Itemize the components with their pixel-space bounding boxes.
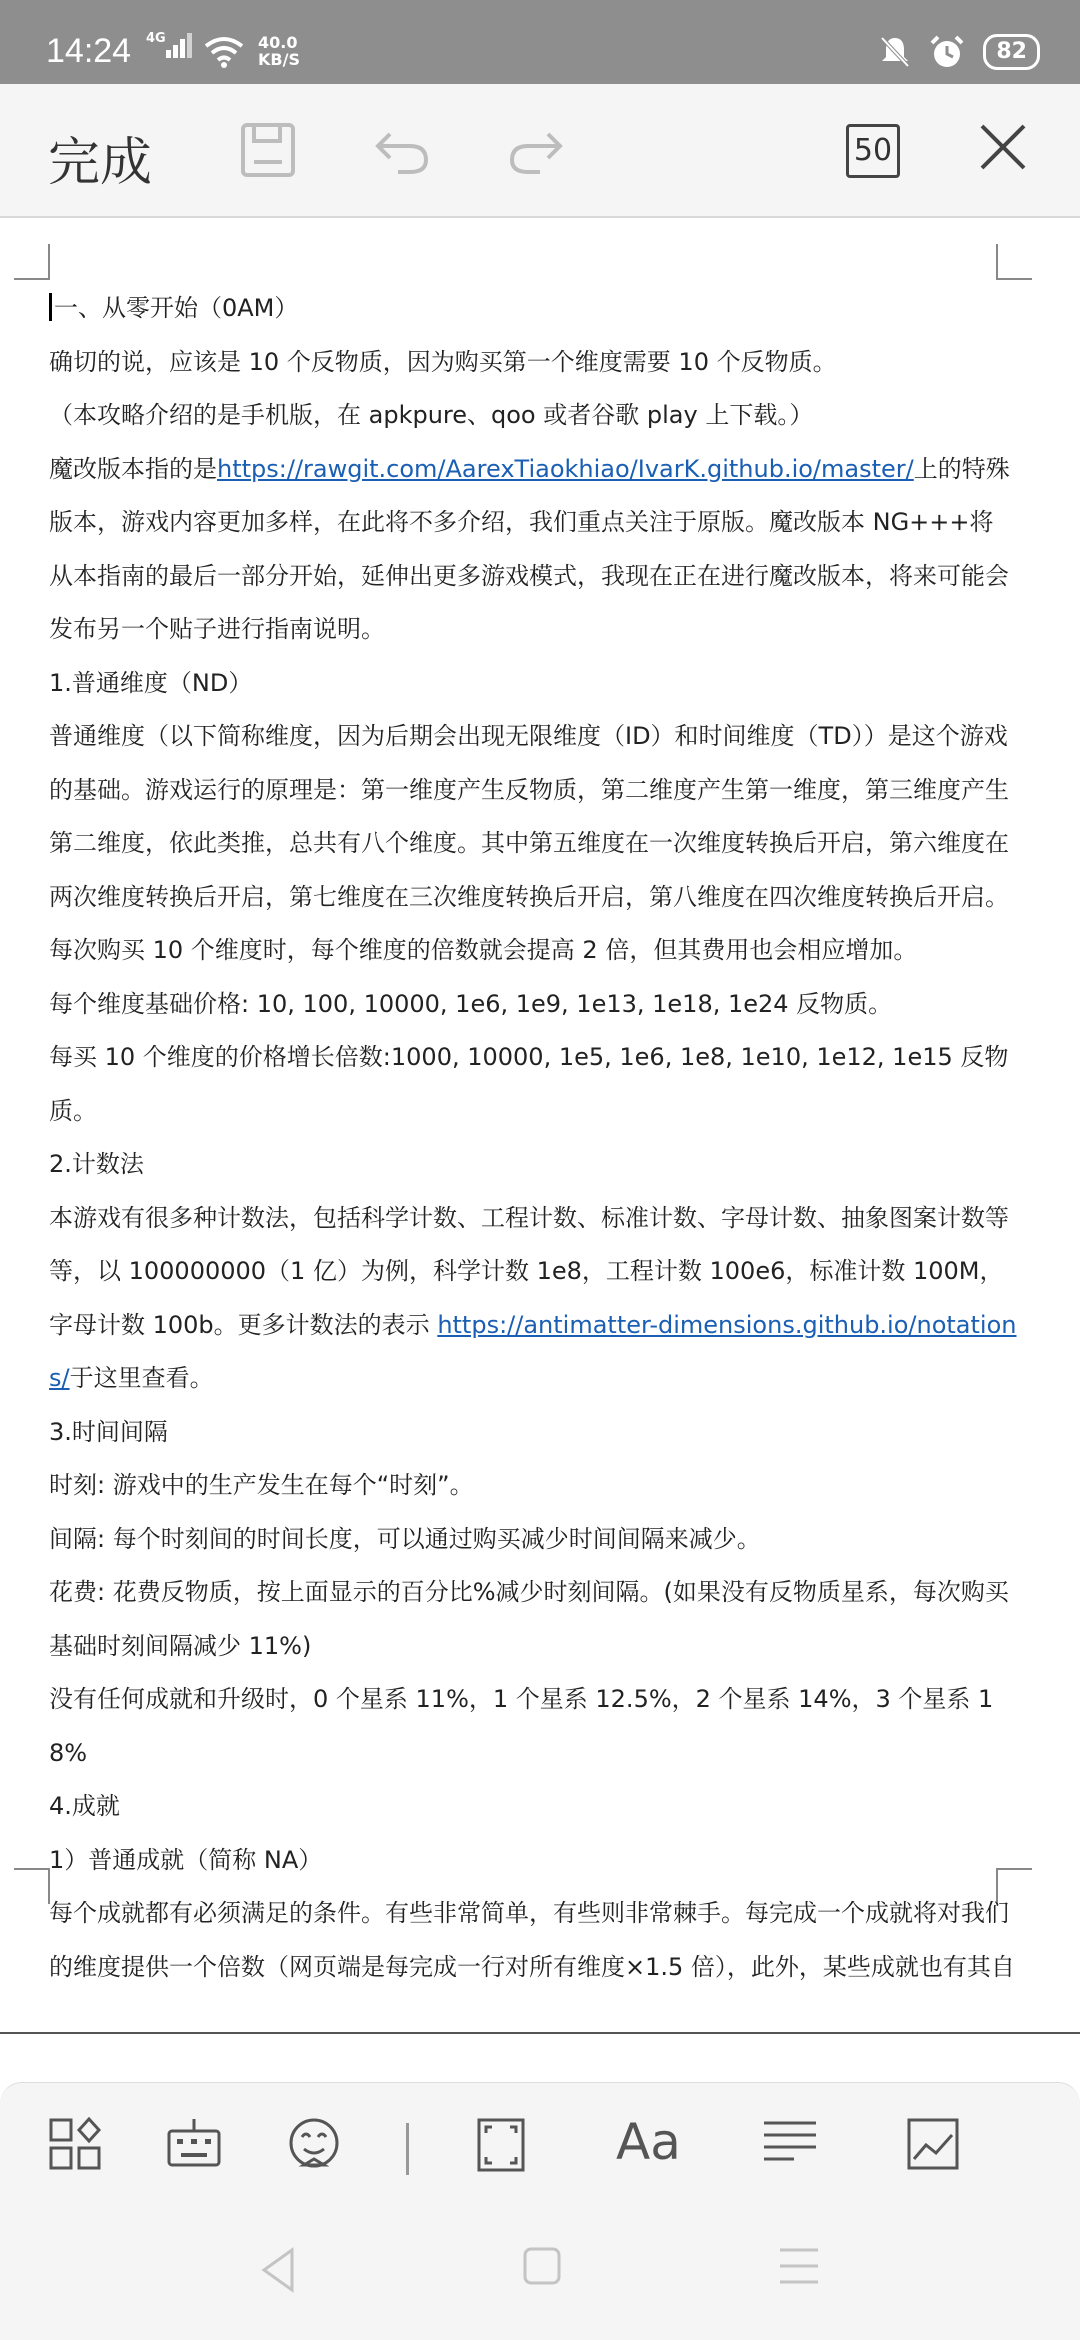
p4-text-after: 上的特殊版本，游戏内容更加多样，在此将不多介绍，我们重点关注于原版。魔改版本 NG+++将从本指南的最后一部分开始，延伸出更多游戏模式，我现在正在进行魔改版本，将来可能会发布另一个贴子进行指南说明。: [49, 454, 1010, 643]
back-icon[interactable]: [258, 2246, 298, 2294]
p11-text-after: 于这里查看。: [69, 1364, 214, 1392]
net-speed-unit: KB/S: [258, 50, 300, 69]
apps-icon[interactable]: [48, 2117, 102, 2171]
paragraph: 普通维度（以下简称维度，因为后期会出现无限维度（ID）和时间维度（TD））是这个游戏的基础。游戏运行的原理是：第一维度产生反物质，第二维度产生第一维度，第三维度产生第二维度，依此类推，总共有八个维度。其中第五维度在一次维度转换后开启，第六维度在两次维度转换后开启，第七维度在三次维度转换后开启，第八维度在四次维度转换后开启。: [49, 722, 1009, 911]
font-icon[interactable]: Aa: [616, 2113, 681, 2171]
paragraph: 确切的说，应该是 10 个反物质，因为购买第一个维度需要 10 个反物质。: [49, 347, 837, 376]
editor-toolbar: [0, 84, 1080, 218]
battery-icon: 82: [983, 34, 1040, 70]
paragraph: 3.时间间隔: [49, 1417, 168, 1446]
page-break-line: [0, 2032, 1080, 2034]
paragraph: 花费: 花费反物质，按上面显示的百分比%减少时刻间隔。(如果没有反物质星系，每次购买基础时刻间隔减少 11%): [49, 1578, 1009, 1660]
margin-corner-bottom-left: [14, 1868, 50, 1904]
done-button[interactable]: 完成: [48, 134, 153, 192]
mascot-icon[interactable]: [286, 2117, 342, 2173]
signal-label: 4G: [146, 31, 166, 46]
text-cursor: [49, 293, 52, 321]
bottom-toolbar: [0, 2082, 1080, 2207]
status-time: 14:24: [46, 32, 132, 70]
paragraph: 每个成就都有必须满足的条件。有些非常简单，有些则非常棘手。每完成一个成就将对我们的维度提供一个倍数（网页端是每完成一行对所有维度×1.5 倍），此外，某些成就也有其自: [49, 1899, 1015, 1981]
rawgit-link[interactable]: https://rawgit.com/AarexTiaokhiao/IvarK.github.io/master/: [217, 454, 914, 483]
paragraph: 每个维度基础价格: 10, 100, 10000, 1e6, 1e9, 1e13, 1e18, 1e24 反物质。: [49, 989, 893, 1018]
save-icon[interactable]: [240, 122, 296, 178]
page-count-button[interactable]: 50: [846, 124, 900, 178]
paragraph: [49, 443, 1017, 657]
keyboard-icon[interactable]: [166, 2117, 222, 2171]
align-icon[interactable]: [762, 2117, 818, 2167]
paragraph: 每买 10 个维度的价格增长倍数:1000, 10000, 1e5, 1e6, 1e8, 1e10, 1e12, 1e15 反物质。: [49, 1043, 1009, 1125]
toolbar-divider: [406, 2123, 409, 2175]
close-icon[interactable]: [978, 122, 1028, 172]
net-speed: [258, 34, 300, 68]
paragraph: 4.成就: [49, 1792, 120, 1820]
paragraph: [49, 1192, 1017, 1406]
p11-text: 本游戏有很多种计数法，包括科学计数、工程计数、标准计数、字母计数、抽象图案计数等等，以 100000000（1 亿）为例，科学计数 1e8，工程计数 100e6，标准计数 100M，字母计数 100b。更多计数法的表示: [49, 1203, 1009, 1339]
document-text[interactable]: [49, 282, 1017, 1994]
paragraph: 间隔: 每个时刻间的时间长度，可以通过购买减少时间间隔来减少。: [49, 1524, 761, 1553]
margin-corner-top-left: [14, 244, 50, 280]
paragraph: 1）普通成就（简称 NA）: [49, 1845, 323, 1874]
image-icon[interactable]: [906, 2117, 960, 2171]
net-speed-value: 40.0: [258, 33, 298, 52]
wifi-icon: [204, 36, 244, 68]
p4-text: 魔改版本指的是: [49, 454, 217, 483]
paragraph: 每次购买 10 个维度时，每个维度的倍数就会提高 2 倍，但其费用也会相应增加。: [49, 936, 918, 964]
signal-icon: [146, 32, 166, 46]
undo-icon[interactable]: [374, 122, 430, 178]
redo-icon[interactable]: [508, 122, 564, 178]
margin-corner-top-right: [996, 244, 1032, 280]
menu-icon[interactable]: [778, 2246, 820, 2286]
heading-0am: 一、从零开始（0AM）: [54, 294, 299, 322]
paragraph: 没有任何成就和升级时，0 个星系 11%，1 个星系 12.5%，2 个星系 14%，3 个星系 18%: [49, 1685, 994, 1767]
paragraph: 2.计数法: [49, 1150, 144, 1178]
document-area[interactable]: [0, 220, 1080, 2030]
paragraph: 1.普通维度（ND）: [49, 668, 253, 697]
mute-icon: [879, 35, 911, 69]
notations-link[interactable]: https://antimatter-dimensions.github.io/notations/: [49, 1310, 1017, 1392]
home-icon[interactable]: [522, 2246, 562, 2286]
system-nav-bar: [0, 2206, 1080, 2340]
paragraph: [49, 282, 1017, 336]
paragraph: 时刻: 游戏中的生产发生在每个“时刻”。: [49, 1471, 474, 1499]
alarm-icon: [929, 34, 965, 70]
status-bar: [0, 0, 1080, 84]
paragraph: （本攻略介绍的是手机版，在 apkpure、qoo 或者谷歌 play 上下载。）: [49, 401, 814, 429]
fullscreen-icon[interactable]: [476, 2117, 526, 2173]
